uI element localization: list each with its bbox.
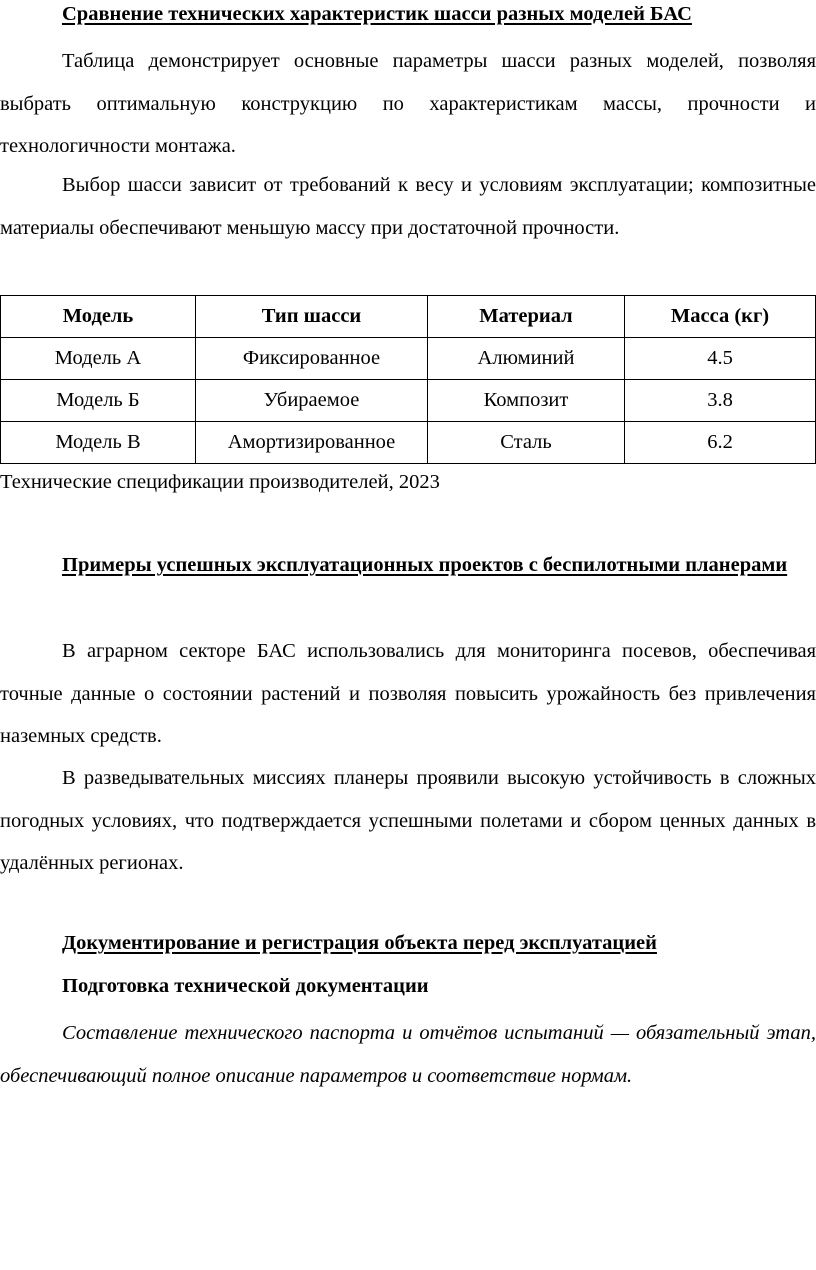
- table-row: [1, 338, 816, 380]
- column-header-mass: Масса (кг): [625, 296, 816, 338]
- cell-mass: 4.5: [625, 338, 816, 380]
- section-title-chassis-comparison: Сравнение технических характеристик шасси разных моделей БАС: [62, 3, 692, 25]
- table-row: [1, 422, 816, 464]
- cell-model: Модель Б: [1, 380, 196, 422]
- column-header-chassis-type: Тип шасси: [196, 296, 428, 338]
- cell-mass: 6.2: [625, 422, 816, 464]
- cell-mass: 3.8: [625, 380, 816, 422]
- section-title-documentation: Документирование и регистрация объекта перед эксплуатацией: [62, 932, 657, 954]
- paragraph-table-intro: Таблица демонстрирует основные параметры шасси разных моделей, позволяя выбрать оптимальную конструкцию по характеристикам массы, прочности и технологичности монтажа.: [0, 50, 816, 157]
- table-row: [1, 380, 816, 422]
- chassis-specs-table: [0, 295, 816, 464]
- cell-chassis-type: Фиксированное: [196, 338, 428, 380]
- cell-model: Модель А: [1, 338, 196, 380]
- section-title-operational-projects: Примеры успешных эксплуатационных проектов с беспилотными планерами: [62, 554, 788, 576]
- cell-model: Модель В: [1, 422, 196, 464]
- cell-material: Композит: [428, 380, 625, 422]
- cell-chassis-type: Амортизированное: [196, 422, 428, 464]
- paragraph-reconnaissance: В разведывательных миссиях планеры проявили высокую устойчивость в сложных погодных условиях, что подтверждается успешными полетами и сбором ценных данных в удалённых регионах.: [0, 767, 816, 874]
- table-header-row: [1, 296, 816, 338]
- subsection-title-tech-docs: Подготовка технической документации: [62, 975, 429, 997]
- column-header-model: Модель: [1, 296, 196, 338]
- paragraph-tech-passport: Составление технического паспорта и отчётов испытаний — обязательный этап, обеспечивающий полное описание параметров и соответствие нормам.: [0, 1022, 816, 1087]
- cell-material: Алюминий: [428, 338, 625, 380]
- column-header-material: Материал: [428, 296, 625, 338]
- cell-chassis-type: Убираемое: [196, 380, 428, 422]
- paragraph-chassis-choice: Выбор шасси зависит от требований к весу и условиям эксплуатации; композитные материалы обеспечивают меньшую массу при достаточной прочности.: [0, 174, 816, 239]
- cell-material: Сталь: [428, 422, 625, 464]
- paragraph-agriculture: В аграрном секторе БАС использовались для мониторинга посевов, обеспечивая точные данные о состоянии растений и позволяя повысить урожайность без привлечения наземных средств.: [0, 640, 816, 747]
- table-caption: Технические спецификации производителей, 2023: [0, 471, 440, 493]
